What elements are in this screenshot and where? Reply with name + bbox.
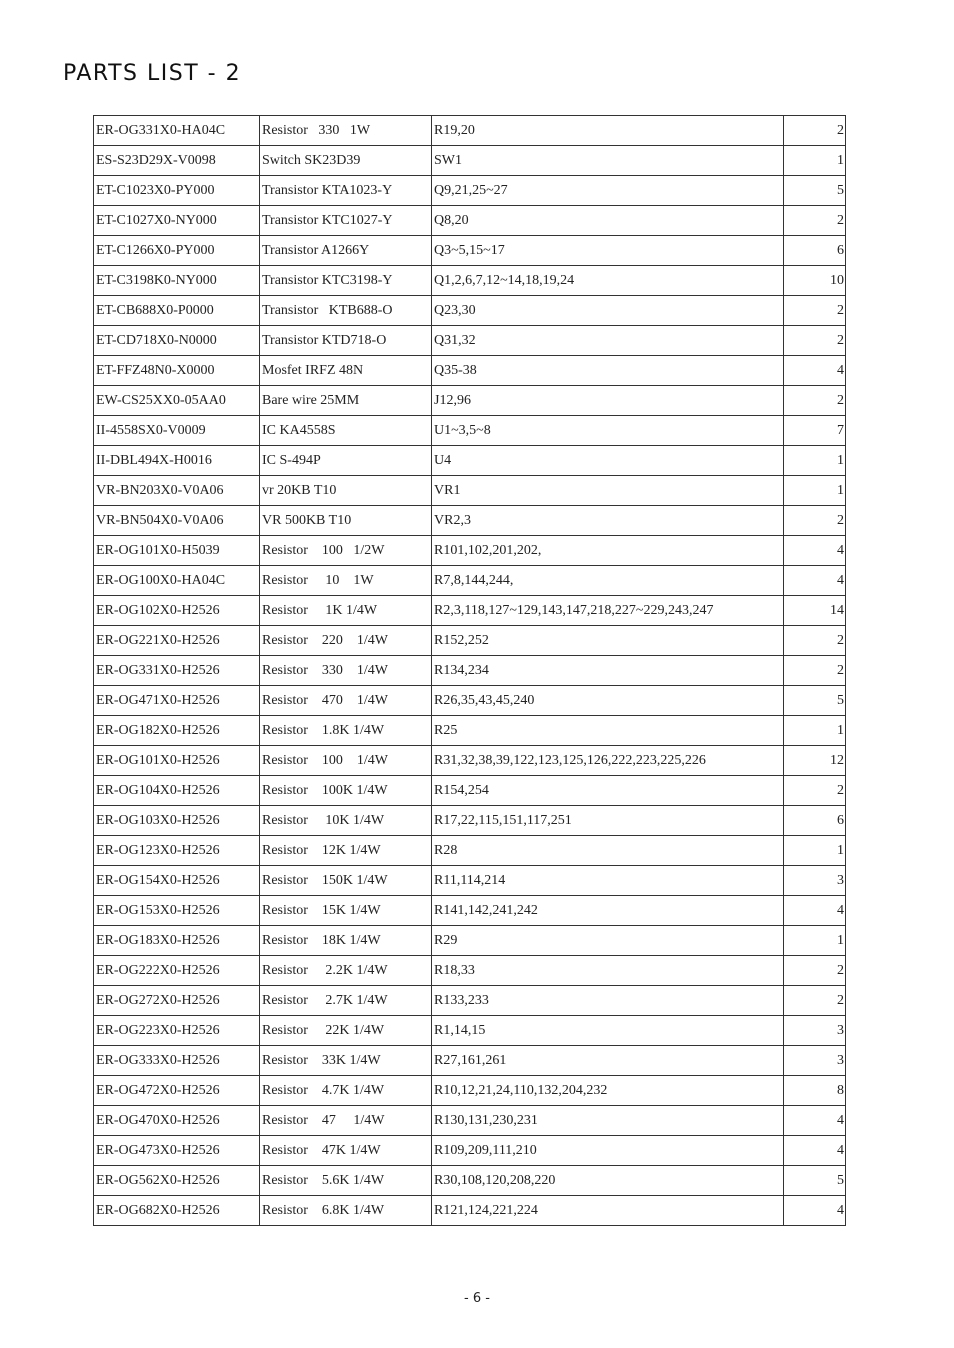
location-cell: SW1 bbox=[432, 146, 784, 176]
quantity-cell: 2 bbox=[784, 116, 846, 146]
part-number-cell: ER-OG221X0-H2526 bbox=[94, 626, 260, 656]
quantity-cell: 2 bbox=[784, 956, 846, 986]
quantity-cell: 4 bbox=[784, 896, 846, 926]
location-cell: R2,3,118,127~129,143,147,218,227~229,243,247 bbox=[432, 596, 784, 626]
location-cell: J12,96 bbox=[432, 386, 784, 416]
quantity-cell: 4 bbox=[784, 1106, 846, 1136]
description-cell: Resistor 470 1/4W bbox=[260, 686, 432, 716]
part-number-cell: II-4558SX0-V0009 bbox=[94, 416, 260, 446]
location-cell: R29 bbox=[432, 926, 784, 956]
table-row bbox=[94, 896, 846, 926]
description-cell: Switch SK23D39 bbox=[260, 146, 432, 176]
table-row bbox=[94, 536, 846, 566]
part-number-cell: ER-OG101X0-H5039 bbox=[94, 536, 260, 566]
description-cell: Resistor 1.8K 1/4W bbox=[260, 716, 432, 746]
description-cell: Resistor 330 1W bbox=[260, 116, 432, 146]
table-row bbox=[94, 1046, 846, 1076]
quantity-cell: 1 bbox=[784, 446, 846, 476]
part-number-cell: ER-OG103X0-H2526 bbox=[94, 806, 260, 836]
description-cell: Resistor 100 1/4W bbox=[260, 746, 432, 776]
location-cell: U4 bbox=[432, 446, 784, 476]
description-cell: Mosfet IRFZ 48N bbox=[260, 356, 432, 386]
table-row bbox=[94, 476, 846, 506]
description-cell: Transistor KTC3198-Y bbox=[260, 266, 432, 296]
location-cell: U1~3,5~8 bbox=[432, 416, 784, 446]
location-cell: R130,131,230,231 bbox=[432, 1106, 784, 1136]
table-row bbox=[94, 926, 846, 956]
description-cell: Resistor 47 1/4W bbox=[260, 1106, 432, 1136]
description-cell: IC KA4558S bbox=[260, 416, 432, 446]
quantity-cell: 2 bbox=[784, 296, 846, 326]
part-number-cell: VR-BN203X0-V0A06 bbox=[94, 476, 260, 506]
location-cell: R28 bbox=[432, 836, 784, 866]
description-cell: Resistor 6.8K 1/4W bbox=[260, 1196, 432, 1226]
table-row bbox=[94, 686, 846, 716]
location-cell: R133,233 bbox=[432, 986, 784, 1016]
table-row bbox=[94, 776, 846, 806]
quantity-cell: 10 bbox=[784, 266, 846, 296]
description-cell: Bare wire 25MM bbox=[260, 386, 432, 416]
table-row bbox=[94, 446, 846, 476]
table-row bbox=[94, 1076, 846, 1106]
part-number-cell: ER-OG223X0-H2526 bbox=[94, 1016, 260, 1046]
location-cell: Q8,20 bbox=[432, 206, 784, 236]
location-cell: Q23,30 bbox=[432, 296, 784, 326]
description-cell: Transistor KTD718-O bbox=[260, 326, 432, 356]
quantity-cell: 1 bbox=[784, 926, 846, 956]
part-number-cell: ER-OG470X0-H2526 bbox=[94, 1106, 260, 1136]
quantity-cell: 2 bbox=[784, 506, 846, 536]
quantity-cell: 12 bbox=[784, 746, 846, 776]
table-row bbox=[94, 266, 846, 296]
quantity-cell: 1 bbox=[784, 716, 846, 746]
quantity-cell: 6 bbox=[784, 806, 846, 836]
location-cell: R109,209,111,210 bbox=[432, 1136, 784, 1166]
table-row bbox=[94, 236, 846, 266]
location-cell: R27,161,261 bbox=[432, 1046, 784, 1076]
quantity-cell: 2 bbox=[784, 656, 846, 686]
table-row bbox=[94, 1196, 846, 1226]
table-row bbox=[94, 836, 846, 866]
location-cell: R141,142,241,242 bbox=[432, 896, 784, 926]
description-cell: Resistor 15K 1/4W bbox=[260, 896, 432, 926]
quantity-cell: 2 bbox=[784, 626, 846, 656]
quantity-cell: 2 bbox=[784, 326, 846, 356]
quantity-cell: 4 bbox=[784, 1196, 846, 1226]
quantity-cell: 4 bbox=[784, 1136, 846, 1166]
location-cell: R152,252 bbox=[432, 626, 784, 656]
location-cell: Q9,21,25~27 bbox=[432, 176, 784, 206]
quantity-cell: 2 bbox=[784, 206, 846, 236]
part-number-cell: VR-BN504X0-V0A06 bbox=[94, 506, 260, 536]
table-row bbox=[94, 386, 846, 416]
description-cell: Transistor A1266Y bbox=[260, 236, 432, 266]
part-number-cell: ER-OG102X0-H2526 bbox=[94, 596, 260, 626]
part-number-cell: ER-OG104X0-H2526 bbox=[94, 776, 260, 806]
description-cell: Resistor 100K 1/4W bbox=[260, 776, 432, 806]
table-row bbox=[94, 416, 846, 446]
part-number-cell: ER-OG562X0-H2526 bbox=[94, 1166, 260, 1196]
part-number-cell: EW-CS25XX0-05AA0 bbox=[94, 386, 260, 416]
location-cell: R7,8,144,244, bbox=[432, 566, 784, 596]
table-row bbox=[94, 326, 846, 356]
quantity-cell: 4 bbox=[784, 536, 846, 566]
location-cell: Q1,2,6,7,12~14,18,19,24 bbox=[432, 266, 784, 296]
location-cell: R18,33 bbox=[432, 956, 784, 986]
table-row bbox=[94, 626, 846, 656]
part-number-cell: II-DBL494X-H0016 bbox=[94, 446, 260, 476]
table-row bbox=[94, 116, 846, 146]
description-cell: Resistor 47K 1/4W bbox=[260, 1136, 432, 1166]
table-row bbox=[94, 1136, 846, 1166]
location-cell: Q3~5,15~17 bbox=[432, 236, 784, 266]
location-cell: R17,22,115,151,117,251 bbox=[432, 806, 784, 836]
description-cell: Resistor 100 1/2W bbox=[260, 536, 432, 566]
quantity-cell: 8 bbox=[784, 1076, 846, 1106]
quantity-cell: 2 bbox=[784, 386, 846, 416]
table-row bbox=[94, 656, 846, 686]
location-cell: R30,108,120,208,220 bbox=[432, 1166, 784, 1196]
table-row bbox=[94, 506, 846, 536]
page-title: PARTS LIST - 2 bbox=[63, 61, 242, 86]
parts-table bbox=[93, 115, 846, 1226]
table-row bbox=[94, 566, 846, 596]
description-cell: Transistor KTB688-O bbox=[260, 296, 432, 326]
quantity-cell: 3 bbox=[784, 866, 846, 896]
description-cell: Resistor 330 1/4W bbox=[260, 656, 432, 686]
quantity-cell: 5 bbox=[784, 176, 846, 206]
location-cell: R10,12,21,24,110,132,204,232 bbox=[432, 1076, 784, 1106]
quantity-cell: 1 bbox=[784, 836, 846, 866]
table-row bbox=[94, 746, 846, 776]
quantity-cell: 6 bbox=[784, 236, 846, 266]
part-number-cell: ER-OG682X0-H2526 bbox=[94, 1196, 260, 1226]
description-cell: Resistor 1K 1/4W bbox=[260, 596, 432, 626]
part-number-cell: ER-OG472X0-H2526 bbox=[94, 1076, 260, 1106]
part-number-cell: ET-FFZ48N0-X0000 bbox=[94, 356, 260, 386]
part-number-cell: ER-OG331X0-H2526 bbox=[94, 656, 260, 686]
table-row bbox=[94, 1106, 846, 1136]
quantity-cell: 2 bbox=[784, 776, 846, 806]
table-row bbox=[94, 296, 846, 326]
description-cell: VR 500KB T10 bbox=[260, 506, 432, 536]
quantity-cell: 14 bbox=[784, 596, 846, 626]
table-row bbox=[94, 176, 846, 206]
table-row bbox=[94, 146, 846, 176]
location-cell: R101,102,201,202, bbox=[432, 536, 784, 566]
location-cell: R154,254 bbox=[432, 776, 784, 806]
part-number-cell: ET-C3198K0-NY000 bbox=[94, 266, 260, 296]
part-number-cell: ET-C1023X0-PY000 bbox=[94, 176, 260, 206]
description-cell: Resistor 18K 1/4W bbox=[260, 926, 432, 956]
location-cell: Q35-38 bbox=[432, 356, 784, 386]
part-number-cell: ER-OG222X0-H2526 bbox=[94, 956, 260, 986]
part-number-cell: ER-OG333X0-H2526 bbox=[94, 1046, 260, 1076]
part-number-cell: ER-OG471X0-H2526 bbox=[94, 686, 260, 716]
table-row bbox=[94, 1016, 846, 1046]
description-cell: vr 20KB T10 bbox=[260, 476, 432, 506]
description-cell: Resistor 150K 1/4W bbox=[260, 866, 432, 896]
location-cell: R11,114,214 bbox=[432, 866, 784, 896]
location-cell: VR2,3 bbox=[432, 506, 784, 536]
part-number-cell: ER-OG101X0-H2526 bbox=[94, 746, 260, 776]
table-row bbox=[94, 986, 846, 1016]
part-number-cell: ET-C1027X0-NY000 bbox=[94, 206, 260, 236]
quantity-cell: 7 bbox=[784, 416, 846, 446]
location-cell: VR1 bbox=[432, 476, 784, 506]
description-cell: Resistor 33K 1/4W bbox=[260, 1046, 432, 1076]
description-cell: Resistor 2.2K 1/4W bbox=[260, 956, 432, 986]
part-number-cell: ER-OG272X0-H2526 bbox=[94, 986, 260, 1016]
quantity-cell: 1 bbox=[784, 476, 846, 506]
table-row bbox=[94, 866, 846, 896]
part-number-cell: ER-OG100X0-HA04C bbox=[94, 566, 260, 596]
location-cell: R31,32,38,39,122,123,125,126,222,223,225,226 bbox=[432, 746, 784, 776]
description-cell: Resistor 10K 1/4W bbox=[260, 806, 432, 836]
quantity-cell: 2 bbox=[784, 986, 846, 1016]
part-number-cell: ER-OG183X0-H2526 bbox=[94, 926, 260, 956]
description-cell: Resistor 12K 1/4W bbox=[260, 836, 432, 866]
part-number-cell: ER-OG123X0-H2526 bbox=[94, 836, 260, 866]
table-row bbox=[94, 806, 846, 836]
location-cell: R1,14,15 bbox=[432, 1016, 784, 1046]
table-row bbox=[94, 716, 846, 746]
parts-table-body bbox=[94, 116, 846, 1226]
part-number-cell: ET-CB688X0-P0000 bbox=[94, 296, 260, 326]
part-number-cell: ER-OG153X0-H2526 bbox=[94, 896, 260, 926]
description-cell: Resistor 220 1/4W bbox=[260, 626, 432, 656]
table-row bbox=[94, 1166, 846, 1196]
location-cell: R26,35,43,45,240 bbox=[432, 686, 784, 716]
description-cell: Resistor 4.7K 1/4W bbox=[260, 1076, 432, 1106]
description-cell: Resistor 10 1W bbox=[260, 566, 432, 596]
description-cell: Resistor 2.7K 1/4W bbox=[260, 986, 432, 1016]
page-number: - 6 - bbox=[464, 1291, 490, 1306]
table-row bbox=[94, 956, 846, 986]
description-cell: Transistor KTC1027-Y bbox=[260, 206, 432, 236]
location-cell: Q31,32 bbox=[432, 326, 784, 356]
part-number-cell: ER-OG182X0-H2526 bbox=[94, 716, 260, 746]
description-cell: IC S-494P bbox=[260, 446, 432, 476]
location-cell: R134,234 bbox=[432, 656, 784, 686]
location-cell: R25 bbox=[432, 716, 784, 746]
quantity-cell: 5 bbox=[784, 1166, 846, 1196]
quantity-cell: 1 bbox=[784, 146, 846, 176]
quantity-cell: 5 bbox=[784, 686, 846, 716]
part-number-cell: ER-OG331X0-HA04C bbox=[94, 116, 260, 146]
location-cell: R121,124,221,224 bbox=[432, 1196, 784, 1226]
description-cell: Transistor KTA1023-Y bbox=[260, 176, 432, 206]
quantity-cell: 4 bbox=[784, 566, 846, 596]
table-row bbox=[94, 206, 846, 236]
part-number-cell: ET-CD718X0-N0000 bbox=[94, 326, 260, 356]
part-number-cell: ER-OG154X0-H2526 bbox=[94, 866, 260, 896]
location-cell: R19,20 bbox=[432, 116, 784, 146]
description-cell: Resistor 5.6K 1/4W bbox=[260, 1166, 432, 1196]
part-number-cell: ET-C1266X0-PY000 bbox=[94, 236, 260, 266]
part-number-cell: ER-OG473X0-H2526 bbox=[94, 1136, 260, 1166]
quantity-cell: 3 bbox=[784, 1046, 846, 1076]
quantity-cell: 4 bbox=[784, 356, 846, 386]
quantity-cell: 3 bbox=[784, 1016, 846, 1046]
table-row bbox=[94, 596, 846, 626]
table-row bbox=[94, 356, 846, 386]
part-number-cell: ES-S23D29X-V0098 bbox=[94, 146, 260, 176]
description-cell: Resistor 22K 1/4W bbox=[260, 1016, 432, 1046]
